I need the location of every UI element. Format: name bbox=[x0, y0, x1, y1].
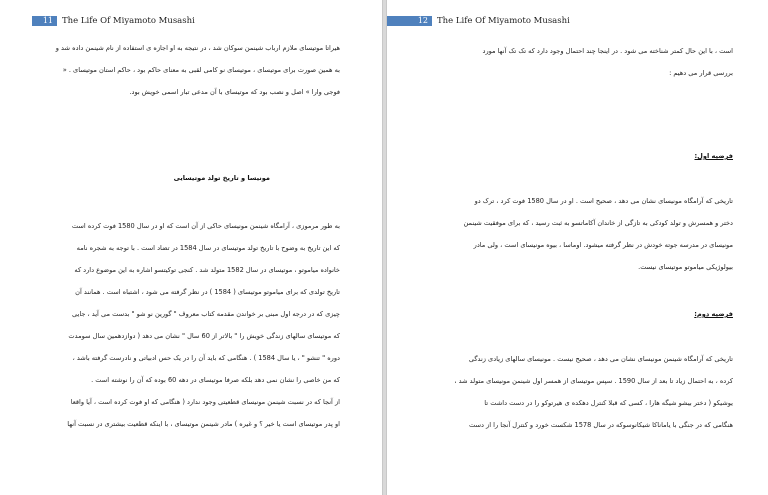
text-line: کرده ، به احتمال زیاد تا بعد از سال 1590 . سپس موتیسای از همسر اول شینمن مونیسای متولد شد ، bbox=[454, 377, 733, 385]
text-line: بیولوژیکی میاموتو موتیسای نیست. bbox=[638, 263, 733, 271]
text-line: که این تاریخ به وضوح با تاریخ تولد موتیسای در سال 1584 در تضاد است . با توجه به شجره نامه bbox=[76, 244, 340, 252]
left-page bbox=[0, 0, 383, 495]
page-header bbox=[387, 16, 729, 26]
text-line: بررسی قرار می دهیم : bbox=[669, 69, 733, 77]
text-line: فوجی وارا » اصل و نصب بود که موتیسای با آن مدعی تبار اسمی خویش بود. bbox=[129, 88, 340, 96]
text-line: است ، با این حال کمتر شناخته می شود . در اینجا چند احتمال وجود دارد که تک تک آنها مورد bbox=[482, 47, 733, 55]
paragraph-hypothesis-one bbox=[439, 190, 733, 278]
text-line: چیزی که در درجه اول مبنی بر خواندن مقدمه کتاب معروف " گورین نو شو " بدست می آید ، جایی bbox=[72, 310, 340, 318]
text-line: از آنجا که در نسبت شینمن مونیسای قطعیتی وجود ندارد ( هنگامی که او فوت کرده است ، آیا واقعا bbox=[70, 398, 340, 406]
hypothesis-one-heading: فرضیه اول: bbox=[694, 152, 733, 160]
text-line: به همین صورت برای موتیسای ، موتیسای نو کامی لقبی به معنای حاکم بود ، حاکم استان موتیسای . « bbox=[62, 66, 340, 74]
text-line: هنگامی که در جنگی با یاماناکا شیکانوسوکه در سال 1578 شکست خورد و کنترل آنجا را از دست bbox=[469, 421, 733, 429]
paragraph-intro bbox=[40, 37, 340, 103]
page-header bbox=[32, 16, 342, 26]
text-line: تاریخی که آرامگاه مونیسای نشان می دهد ، صحیح است . او در سال 1580 فوت کرد ، ترک دو bbox=[474, 197, 733, 205]
text-line: خانواده میاموتو ، موتیسای در سال 1582 متولد شد . کنجی توکیتسو اشاره به این موضوع دارد که bbox=[74, 266, 340, 274]
text-line: دوره " تنشو " ، یا سال 1584 ) . هنگامی که باید آن را در یک حس ادبیاتی و نادرست گرفته باشد ، bbox=[72, 354, 340, 362]
text-line: یوشیکو ( دختر بیشو شیگه هارا ، کسی که قبلا کنترل دهکده ی هیرتوکو را در دست داشت تا bbox=[484, 399, 733, 407]
text-line: او پدر موتیسای است یا خیر ؟ و غیره ) مادر شینمن موتیسای ، با اینکه قطعیت بیشتری در نسبت آنها bbox=[67, 420, 340, 428]
paragraph-intro bbox=[439, 40, 733, 84]
paragraph-main bbox=[40, 215, 340, 435]
text-line: هیراتا موتیسای ملازم ارباب شینمن سوکان شد ، در نتیجه به او اجازه ی استفاده از نام شینمن داده شد و bbox=[55, 44, 340, 52]
page-number: 12 bbox=[387, 16, 432, 26]
hypothesis-two-heading: فرضیه دوم: bbox=[694, 310, 733, 318]
paragraph-hypothesis-two bbox=[439, 348, 733, 436]
page-number: 11 bbox=[32, 16, 57, 26]
text-line: تاریخ تولدی که برای میاموتو موتیسای ( 1584 ) در نظر گرفته می شود ، اشتباه است . همانند آن bbox=[75, 288, 340, 296]
header-title: The Life Of Miyamoto Musashi bbox=[62, 16, 195, 26]
text-line: مونیسای در مدرسه جوته خودش در نظر گرفته میشود. اوماسا ، بیوه مونیسای است ، ولی مادر bbox=[473, 241, 733, 249]
text-line: دختر و همسرش و تولد کودکی به تازگی از خاندان آکاماتسو به ثبت رسید ، که برای موفقیت شینمن bbox=[463, 219, 733, 227]
text-line: تاریخی که آرامگاه شینمن مونیسای نشان می دهد ، صحیح نیست . مونیسای سالهای زیادی زندگی bbox=[468, 355, 733, 363]
section-heading: مونیسا و تاریخ تولد موتیسایی bbox=[173, 174, 270, 182]
header-title: The Life Of Miyamoto Musashi bbox=[437, 16, 570, 26]
text-line: که من خاصی را نشان نمی دهد بلکه صرفا موتیسای در دهه 60 بوده که آن را نوشته است . bbox=[91, 376, 340, 384]
right-page bbox=[386, 0, 768, 495]
text-line: که موتیسای سالهای زندگی خویش را " بالاتر از 60 سال " نشان می دهد ( دوازدهمین سال سومدت bbox=[68, 332, 340, 340]
text-line: به طور مرموزی ، آرامگاه شینمن مونیسای حاکی از آن است که او در سال 1580 فوت کرده است bbox=[71, 222, 340, 230]
